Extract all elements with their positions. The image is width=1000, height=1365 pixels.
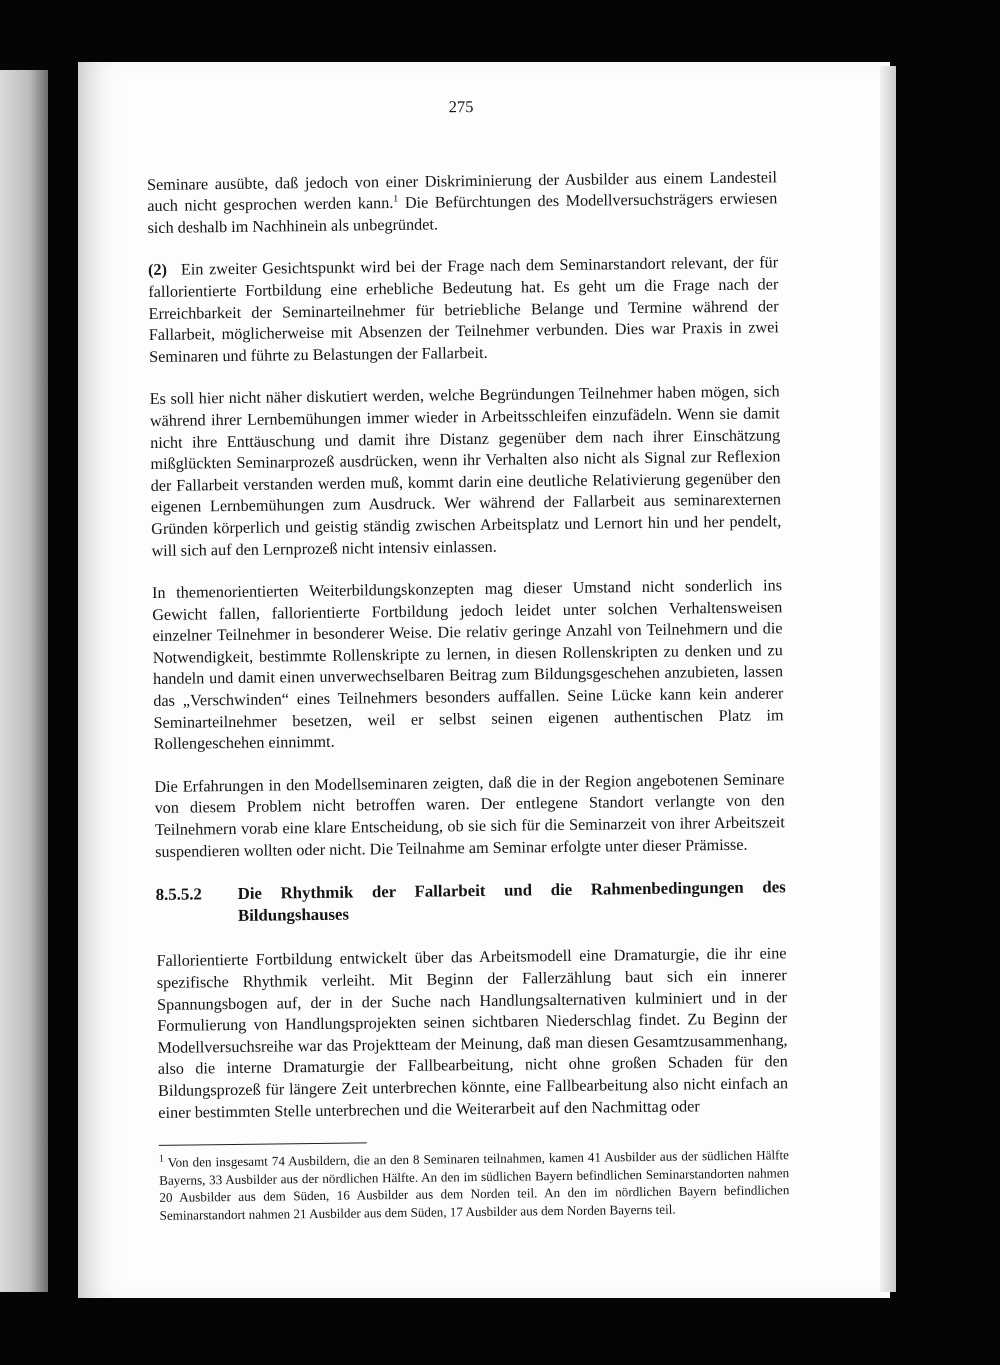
paragraph-1-tail: Die Befürchtungen des Modellversuchsträgers erwiesen sich deshalb im Nachhinein als unbegründet.: [147, 189, 778, 237]
footnote-marker: 1: [158, 1153, 165, 1165]
section-heading: [156, 876, 786, 927]
footnote-reference: 1: [393, 193, 399, 205]
previous-page-edge: [0, 70, 48, 1292]
paragraph-number: (2): [147, 261, 168, 280]
footnote-divider: [159, 1143, 367, 1147]
paragraph-5: Die Erfahrungen in den Modellseminaren zeigten, daß die in der Region angebotenen Seminare von diesem Problem nicht betroffen waren. Der entlegene Standort verlangte von den Teilnehmern vorab eine klare Entscheidung, ob sie sich für die Seminarzeit von ihrer Arbeitszeit suspendieren wollten oder nicht. Die Teilnahme am Seminar erfolgte unter dieser Prämisse.: [154, 770, 785, 861]
page-content: [146, 92, 790, 1224]
paragraph-1-text: Seminare ausübte, daß jedoch von einer Diskriminierung der Ausbilder aus einem Landesteil auch nicht gesprochen werden kann.: [146, 167, 778, 216]
paragraph-2-text: Ein zweiter Gesichtspunkt wird bei der Frage nach dem Seminarstandort relevant, der für fallorientierte Fortbildung eine erhebliche Bedeutung hat. Es geht um die Frage nach der Erreichbarkeit der Seminarteilnehmer für betriebliche Belange und Termine während der Fallarbeit, möglicherweise mit Absenzen der Teilnehmer verbunden. Dies war Praxis in zwei Seminaren und führte zu Belastungen der Fallarbeit.: [148, 253, 779, 366]
paragraph-6: Fallorientierte Fortbildung entwickelt über das Arbeitsmodell eine Dramaturgie, die ihr eine spezifische Rhythmik verleiht. Mit Beginn der Fallerzählung baut sich ein innerer Spannungsbogen auf, der in der Suche nach Handlungsalternativen kulminiert und in der Formulierung von Handlungsprojekten seinen sichtbaren Niederschlag findet. Zu Beginn der Modellversuchsreihe war das Projektteam der Meinung, daß man diesen Gesamtzusammenhang, also die interne Dramaturgie der Fallbearbeitung, nicht ohne großen Schaden für den Bildungsprozeß für längere Zeit unterbrechen könnte, eine Fallbearbeitung also nicht einfach an einer bestimmten Stelle unterbrechen und die Weiterarbeit auf den Nachmittag oder: [156, 944, 789, 1122]
paragraph-4: In themenorientierten Weiterbildungskonzepten mag dieser Umstand nicht sonderlich ins Gewicht fallen, fallorientierte Fortbildung jedoch leidet unter solchen Verhaltensweisen einzelner Teilnehmer in besonderer Weise. Die relativ geringe Anzahl von Teilnehmern und die Notwendigkeit, bestimmte Rollenskripte zu lernen, in diesen Rollenskripten zu denken und zu handeln und damit einen unverwechselbaren Beitrag zum Bildungsgeschehen anzubieten, lassen das „Verschwinden“ eines Teilnehmers besonders auffallen. Seine Lücke kann kein anderer Seminarteilnehmer besetzen, weil er selbst seinen eigenen authentischen Platz im Rollengeschehen einnimmt.: [151, 576, 784, 754]
section-number: 8.5.5.2: [155, 884, 202, 905]
page-stack-edge: [880, 66, 896, 1292]
footnote: [159, 1146, 790, 1224]
footnote-text: Von den insgesamt 74 Ausbildern, die an den 8 Seminaren teilnahmen, kamen 41 Ausbilder aus der südlichen Hälfte Bayerns, 33 Ausbilder aus der nördlichen Hälfte. An den im südlichen Bayern befindlichen Seminarstandorten nahmen 20 Ausbilder aus dem Süden, 16 Ausbilder aus dem Norden teil. An den im nördlichen Bayern befindlichen Seminarstandort nahmen 21 Ausbilder aus dem Süden, 17 Ausbilder aus dem Norden Bayerns teil.: [159, 1147, 790, 1223]
paragraph-1: [147, 167, 778, 239]
paragraph-3: Es soll hier nicht näher diskutiert werden, welche Begründungen Teilnehmer haben mögen, sich während ihrer Lernbemühungen immer wieder in Arbeitsschleifen einzufädeln. Wenn sie damit nicht ihre Enttäuschung und damit ihre Distanz gegenüber dem nach ihrer Einschätzung mißglückten Seminarprozeß ausdrücken, wenn ihr Verhalten also nicht als Signal zur Reflexion der Fallarbeit verstanden werden muß, kommt darin eine deutliche Relativierung gegenüber den eigenen Lernbemühungen zum Ausdruck. Wer während der Fallarbeit aus seminarexternen Gründen körperlich und geistig ständig zwischen Arbeitsplatz und Lernort hin und her pendelt, will sich auf den Lernprozeß nicht intensiv einlassen.: [149, 382, 782, 560]
section-title: Die Rhythmik der Fallarbeit und die Rahmenbedingungen des Bildungshauses: [237, 877, 786, 925]
page-number: 275: [448, 97, 474, 117]
paragraph-2: [148, 253, 779, 369]
